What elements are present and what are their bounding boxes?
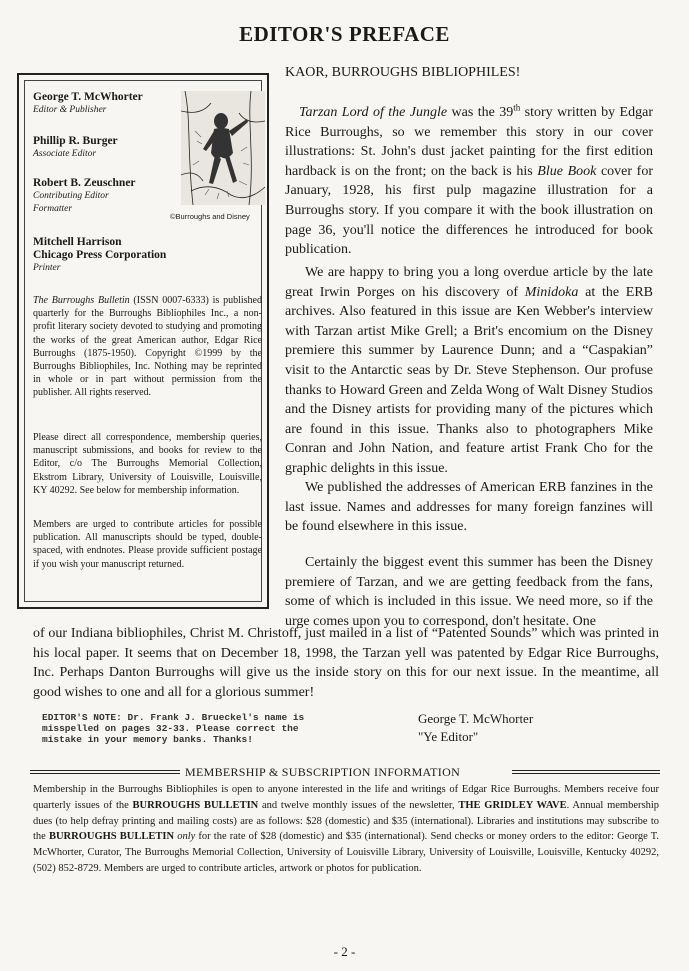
staff-role: Formatter [33, 204, 73, 214]
membership-text [33, 782, 659, 877]
text-span: Membership in the Burroughs Bibliophiles is open to anyone interested in the life and writings of Edgar Rice Burroughs. Members receive four quarterly issues of the [33, 784, 659, 811]
signature [418, 710, 533, 746]
heading-rule-right [512, 770, 660, 774]
staff-name: Robert B. Zeuschner [33, 177, 136, 189]
paragraph-1 [285, 103, 653, 260]
bulletin-info [33, 294, 262, 400]
editors-note: EDITOR'S NOTE: Dr. Frank J. Brueckel's name is misspelled on pages 32-33. Please correct the mistake in your memory banks. Thanks! [42, 712, 305, 745]
text-span: was the 39 [447, 105, 514, 120]
tarzan-illustration [181, 91, 265, 205]
paragraph-4: Certainly the biggest event this summer has been the Disney premiere of Tarzan, and we are getting feedback from the fans, some of which is included in this issue. We need more, so if the urge comes upon you to correspond, don't hesitate. One [285, 555, 653, 629]
paragraph-3: We published the addresses of American ERB fanzines in the last issue. Names and addresses for many foreign fanzines will be found elsewhere in this issue. [285, 480, 653, 535]
text-span: for the rate of $28 (domestic) and $35 (international). Send checks or money orders to the editor: George T. McWhorter, Curator, The Burroughs Memorial Collection, University of Louisville Library, University of Louisville, Louisville, Kentucky 40292, (502) 852-8729. Members are urged to contribute articles, artwork or photos for publication. [33, 831, 659, 874]
staff-entry [33, 91, 143, 117]
greeting: KAOR, BURROUGHS BIBLIOPHILES! [285, 65, 521, 80]
members-info: Members are urged to contribute articles for possible publication. All manuscripts should be typed, double-spaced, with endnotes. Please provide sufficient postage if you wish your manuscript returned. [33, 519, 262, 570]
staff-role: Editor & Publisher [33, 105, 107, 115]
correspondence-info: Please direct all correspondence, membership queries, manuscript submissions, and books for review to the Editor, c/o The Burroughs Memorial Collection, Ekstrom Library, University of Louisville, Louisville, KY 40292. See below for membership information. [33, 432, 262, 496]
bulletin-name: BURROUGHS BULLETIN [48, 831, 175, 843]
page-title: EDITOR'S PREFACE [239, 22, 450, 46]
paragraph-4-continued: of our Indiana bibliophiles, Christ M. Christoff, just mailed in a list of “Patented Sounds” which was printed in his local paper. It seems that on December 18, 1998, the Tarzan yell was patented by Edgar Rice Burroughs, Inc. Perhaps Danton Burroughs will give us the inside story on this for our next issue. In the meantime, all good wishes to one and all for a glorious summer! [33, 626, 659, 700]
staff-role: Printer [33, 263, 61, 273]
staff-company: Chicago Press Corporation [33, 249, 167, 261]
staff-name: George T. McWhorter [33, 91, 143, 103]
staff-role: Contributing Editor [33, 191, 109, 201]
text-span: We are happy to bring you a long overdue article by the late great Irwin Porges on his discovery of [285, 265, 653, 300]
staff-entry [33, 177, 136, 216]
text-span: cover for January, 1928, his first pulp magazine illustration for a Burroughs story. If you compare it with the book illustration on page 36, you'll notice the differences he introduced for book publication. [285, 163, 654, 258]
text-span: and twelve monthly issues of the newsletter, [258, 799, 459, 811]
paragraph-2 [285, 263, 653, 479]
staff-name: Phillip R. Burger [33, 135, 118, 147]
signature-name: George T. McWhorter [418, 711, 534, 726]
masthead-box [17, 73, 269, 609]
heading-rule-left [30, 770, 180, 774]
magazine-title: Blue Book [537, 163, 597, 179]
book-title: Tarzan Lord of the Jungle [299, 105, 448, 120]
masthead-inner-border [24, 80, 262, 602]
page-number: - 2 - [333, 944, 356, 959]
signature-title: "Ye Editor" [418, 729, 479, 744]
superscript: th [513, 102, 521, 113]
bulletin-text: (ISSN 0007-6333) is published quarterly for the Burroughs Bibliophiles Inc., a non-profit literary society devoted to studying and promoting the works of the great American author, Edgar Rice Burroughs (1875-1950). Copyright ©1999 by the Burroughs Bibliophiles, Inc. Nothing may be reprinted in whole or in part without permission from the publisher. All rights reserved. [33, 295, 262, 399]
work-title: Minidoka [524, 284, 579, 300]
bulletin-title: The Burroughs Bulletin [33, 295, 130, 306]
membership-heading-bar [30, 765, 660, 781]
illustration-credit: ©Burroughs and Disney [170, 212, 250, 221]
staff-name: Mitchell Harrison [33, 236, 122, 248]
emphasis: only [177, 831, 196, 843]
text-span: at the ERB archives. Also featured in this issue are Ken Webber's interview with Tarzan artist Mike Grell; a Brit's encomium on the Disney premiere this summer by Laurence Dunn; and a “Caspakian” visit to the Antarctic seas by Dr. Steve Stephenson. Our profuse thanks to Howard Green and Zelda Wong of Walt Disney Studios and the Disney artists for providing many of the pictures which are found in this issue. Thanks also to photographers Mike Conran and John Nation, and feature artist Frank Cho for the graphic delights in this issue. [285, 284, 654, 476]
membership-heading: MEMBERSHIP & SUBSCRIPTION INFORMATION [185, 765, 461, 779]
staff-entry [33, 135, 118, 161]
newsletter-name: THE GRIDLEY WAVE [458, 799, 567, 811]
staff-entry [33, 236, 166, 275]
staff-role: Associate Editor [33, 149, 97, 159]
text-span: . Annual membership dues (to help defray printing and mailing costs) are as follows: $28 (domestic) and $35 (international). Libraries and institutions may subscribe to the [33, 799, 659, 843]
text-span: story written by Edgar Rice Burroughs, so we remember this story in our cover illustrations: St. John's dust jacket painting for the first edition hardback is on the front; on the back is his [285, 105, 653, 179]
bulletin-name: BURROUGHS BULLETIN [132, 799, 259, 811]
